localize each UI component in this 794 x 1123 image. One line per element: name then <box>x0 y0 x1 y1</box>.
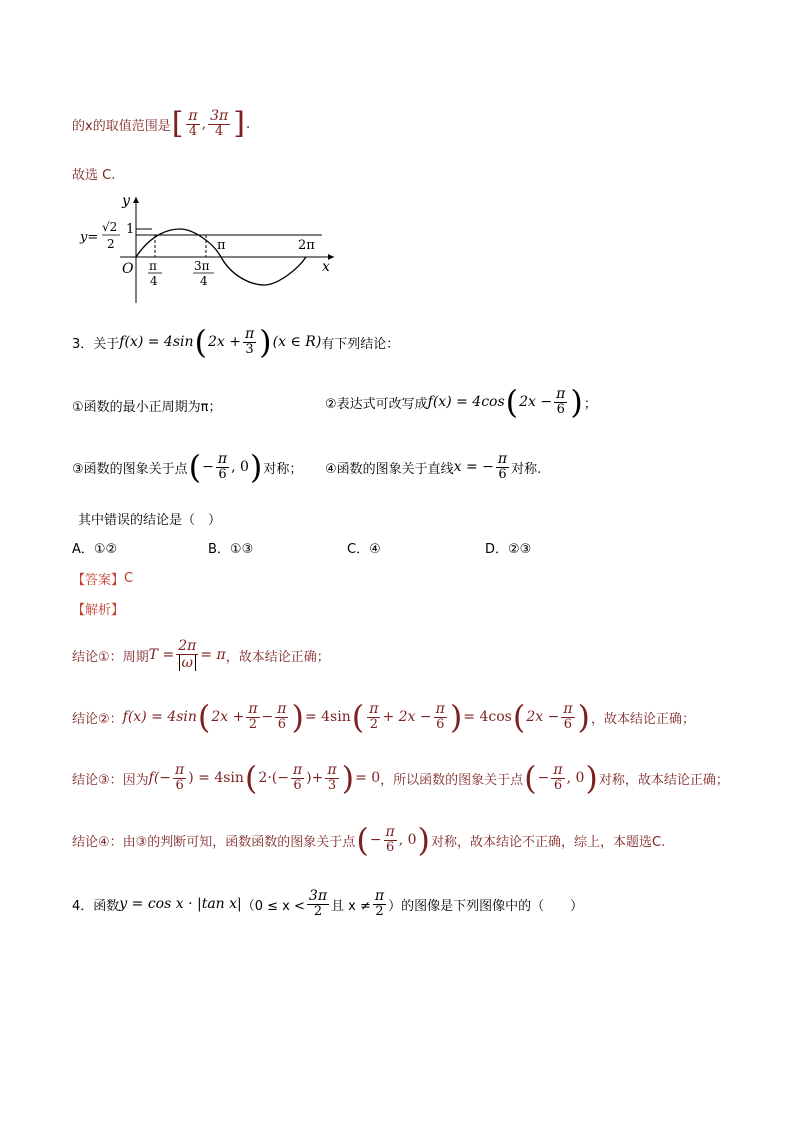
analysis-4: 结论④：由③的判断可知，函数函数的图象关于点 ( − $\frac{\pi}{6}$ , 0 ) 对称，故本结论不正确，综上，本题选C. <box>72 821 666 860</box>
q3-c2: ②表达式可改写成 f(x) = 4cos ( 2x − $\frac{\pi}{6}$ ) ； <box>325 383 597 422</box>
q3-c3: ③函数的图象关于点 ( − $\frac{\pi}{6}$ , 0 ) 对称； <box>72 448 303 487</box>
sine-graph <box>72 193 342 313</box>
option-a[interactable]: A．①② <box>72 542 118 557</box>
q3-c4: ④函数的图象关于直线 x = − $\frac{\pi}{6}$ 对称. <box>325 451 542 483</box>
option-c[interactable]: C．④ <box>347 542 381 557</box>
analysis-label: 【解析】 <box>72 603 125 618</box>
sqrt2-label: √2 <box>102 220 118 234</box>
two-label: 2 <box>107 237 115 251</box>
answer-value: C <box>124 571 134 586</box>
three-pi-over-4-den: 4 <box>200 274 208 288</box>
q3-stem: 3．关于 f(x) = 4sin ( 2x + $\frac{\pi}{3}$ ) (x ∈ R) 有下列结论： <box>72 323 400 362</box>
three-pi-over-4-num: 3π <box>194 259 210 273</box>
q4-stem: 4．函数 y = cos x · |tan x| （0 ≤ x < $\frac{3\pi}{2}$ 且 x ≠ $\frac{\pi}{2}$ ）的图像是下列图像中的（ ） <box>72 888 584 920</box>
analysis-1: 结论①：周期 T = $\frac{2\pi}{\omega}$ = π ，故本结论正确； <box>72 638 330 672</box>
answer-line <box>72 569 133 588</box>
pi-over-4-num: π <box>149 259 157 273</box>
option-b[interactable]: B．①③ <box>208 542 254 557</box>
origin-label: O <box>122 261 134 277</box>
analysis-2: 结论②： f(x) = 4sin ( 2x + $\frac{\pi}{2}$ − $\frac{\pi}{6}$ ) = 4sin ( $\frac{\pi}{2}$ + 2x − $\frac{\pi}{6}$ ) = 4cos ( 2x − $\frac{\pi}{6}$ ) ，故本结论正确； <box>72 698 696 737</box>
pi-over-4-den: 4 <box>150 274 158 288</box>
q3-func: f(x) = 4sin <box>119 334 194 351</box>
answer-label: 【答案】 <box>72 573 125 588</box>
y-eq-label: y= <box>80 230 99 245</box>
choose-line: 故选 C. <box>72 168 116 183</box>
x-label: x <box>322 259 330 275</box>
option-d[interactable]: D．②③ <box>485 542 532 557</box>
range-text: 的x的取值范围是 <box>72 118 171 134</box>
q3-c1: ①函数的最小正周期为π； <box>72 400 222 415</box>
pi-label: π <box>217 238 226 253</box>
y-label: y <box>122 193 130 209</box>
q3-ask: 其中错误的结论是（ ） <box>78 513 222 528</box>
two-pi-label: 2π <box>298 238 315 253</box>
one-label: 1 <box>126 222 135 237</box>
range-line: 的x的取值范围是 [ $\frac{\pi}{4}$ , $\frac{3\pi}{4}$ ] . <box>72 106 251 142</box>
q4-func: y = cos x · |tan x| <box>119 896 242 913</box>
analysis-3: 结论③：因为 f(− $\frac{\pi}{6}$ ) = 4sin ( 2·(− $\frac{\pi}{6}$ )+ $\frac{\pi}{3}$ ) = 0 ，所以函数的图象关于点 ( − $\frac{\pi}{6}$ , 0 ) 对称，故本结论正确； <box>72 759 729 798</box>
